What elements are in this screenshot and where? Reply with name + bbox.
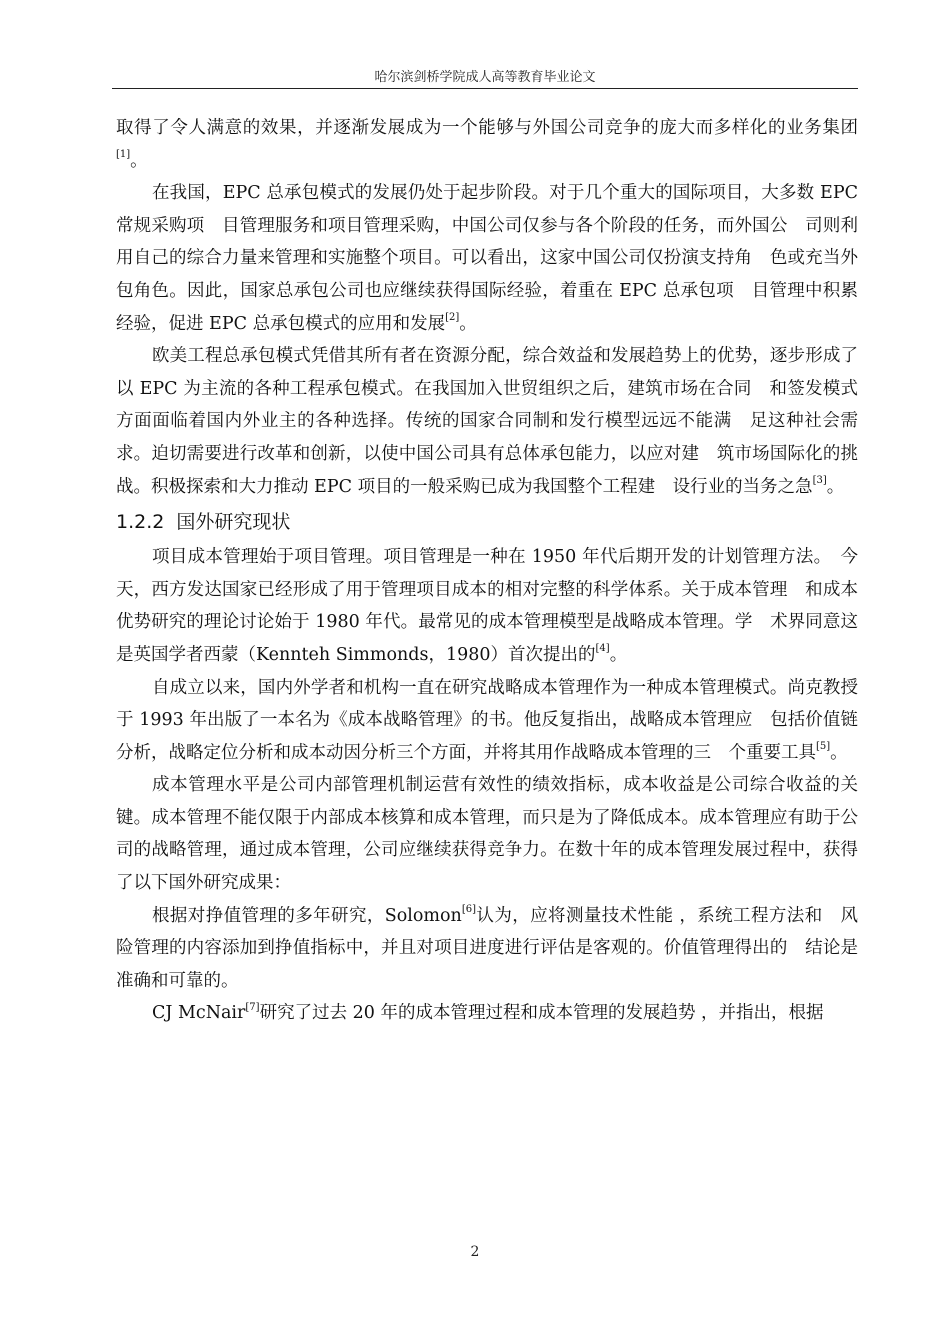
document-body: [116, 112, 858, 1030]
paragraph-text: 取得了令人满意的效果，并逐渐发展成为一个能够与外国公司竞争的庞大而多样化的业务集团: [116, 118, 858, 138]
section-number: 1.2.2: [116, 511, 165, 534]
paragraph-text: 根据对挣值管理的多年研究，Solomon: [152, 905, 462, 926]
paragraph: [116, 769, 858, 899]
paragraph-tail: 。: [830, 742, 848, 763]
citation[interactable]: [5]: [816, 740, 831, 752]
paragraph-text: 成本管理水平是公司内部管理机制运营有效性的绩效指标，成本收益是公司综合收益的关键。成本管理不能仅限于内部成本核算和成本管理，而只是为了降低成本。成本管理应有助于公司的战略管理，通过成本管理，公司应继续获得竞争力。在数十年的成本管理发展过程中，获得了以下国外研究成果：: [116, 775, 858, 894]
paragraph: [116, 541, 858, 671]
citation[interactable]: [6]: [461, 903, 477, 915]
paragraph: [116, 672, 858, 770]
paragraph-text: 在我国，EPC 总承包模式的发展仍处于起步阶段。对于几个重大的国际项目，大多数 EPC 常规采购项 目管理服务和项目管理采购，中国公司仅参与各个阶段的任务，而外国公 司则利用自己的综合力量来管理和实施整个项目。可以看出，这家中国公司仅扮演支持角 色或充当外包角色。因此，国家总承包公司也应继续获得国际经验，着重在 EPC 总承包项 目管理中积累经验，促进 EPC 总承包模式的应用和发展: [116, 183, 858, 334]
paragraph: [116, 177, 858, 340]
paragraph-text: 认为，应将测量技术性能 ，系统工程方法和 风险管理的内容添加到挣值指标中，并且对项目进度进行评估是客观的。价值管理得出的 结论是准确和可靠的。: [116, 905, 859, 991]
citation[interactable]: [2]: [445, 311, 460, 323]
citation[interactable]: [4]: [595, 643, 610, 655]
page-header: 哈尔滨剑桥学院成人高等教育毕业论文: [374, 70, 596, 85]
paragraph: [116, 900, 858, 998]
citation[interactable]: [1]: [116, 148, 131, 160]
paragraph: [116, 112, 858, 177]
paragraph-tail: 。: [826, 476, 845, 497]
paragraph-text: 自成立以来，国内外学者和机构一直在研究战略成本管理作为一种成本管理模式。尚克教授于 1993 年出版了一本名为《成本战略管理》的书。他反复指出，战略成本管理应 包括价值链分析，战略定位分析和成本动因分析三个方面，并将其用作战略成本管理的三 个重要工具: [116, 677, 858, 763]
paragraph: [116, 997, 858, 1030]
section-heading: [116, 503, 858, 541]
paragraph-text: 研究了过去 20 年的成本管理过程和成本管理的发展趋势 ，并指出，根据: [259, 1003, 824, 1024]
paragraph-tail: 。: [130, 150, 148, 171]
citation[interactable]: [7]: [245, 1001, 260, 1013]
citation[interactable]: [3]: [812, 474, 827, 486]
paragraph-tail: 。: [609, 644, 628, 665]
paragraph: [116, 340, 858, 503]
paragraph-tail: 。: [459, 313, 477, 334]
paragraph-text: CJ McNair: [152, 1003, 246, 1024]
paragraph-text: 欧美工程总承包模式凭借其所有者在资源分配，综合效益和发展趋势上的优势，逐步形成了以 EPC 为主流的各种工程承包模式。在我国加入世贸组织之后，建筑市场在合同 和签发模式方面面临着国内外业主的各种选择。传统的国家合同制和发行模型远远不能满 足这种社会需求。迫切需要进行改革和创新，以使中国公司具有总体承包能力，以应对建 筑市场国际化的挑战。积极探索和大力推动 EPC 项目的一般采购已成为我国整个工程建 设行业的当务之急: [116, 346, 858, 497]
header-rule: [112, 88, 858, 89]
paragraph-text: 项目成本管理始于项目管理。项目管理是一种在 1950 年代后期开发的计划管理方法。 今天，西方发达国家已经形成了用于管理项目成本的相对完整的科学体系。关于成本管理 和成本优势研究的理论讨论始于 1980 年代。最常见的成本管理模型是战略成本管理。学 术界同意这是英国学者西蒙（Kennteh Simmonds，1980）首次提出的: [116, 547, 858, 665]
section-title: 国外研究现状: [176, 511, 291, 534]
page-number: 2: [470, 1244, 480, 1260]
